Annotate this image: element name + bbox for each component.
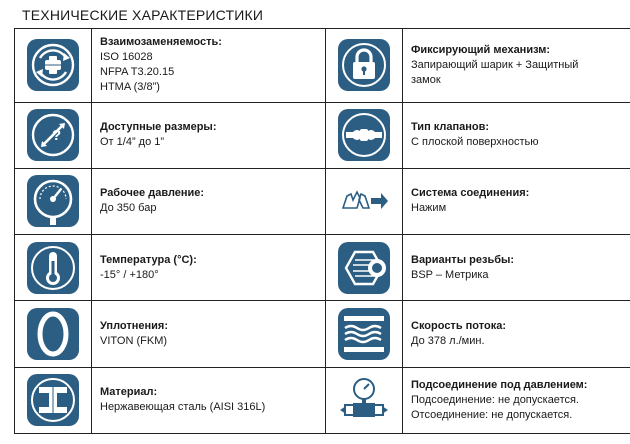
spec-value: ISO 16028 [100, 51, 153, 64]
table-row [15, 235, 630, 301]
spec-value: От 1/4” до 1” [100, 136, 165, 149]
spec-cell [403, 102, 630, 168]
spec-label: Скорость потока: [411, 320, 506, 332]
spec-cell [92, 102, 326, 168]
spec-label: Система соединения: [411, 187, 530, 200]
table-row [15, 102, 630, 168]
spec-label: Фиксирующий механизм: [411, 43, 551, 56]
spec-label: Уплотнения: [100, 320, 168, 332]
spec-cell [92, 29, 326, 103]
flow-icon [337, 307, 391, 361]
spec-value: Отсоединение: не допускается. [411, 408, 573, 421]
spec-value: Нажим [411, 202, 447, 215]
icon-cell [15, 235, 92, 301]
spec-table [14, 28, 630, 434]
icon-cell [15, 301, 92, 367]
icon-cell [326, 367, 403, 433]
spec-cell [403, 168, 630, 234]
spec-cell [403, 367, 630, 433]
spec-label: Рабочее давление: [100, 187, 205, 200]
spec-value: -15° / +180° [100, 268, 159, 281]
seal-ring-icon [26, 307, 80, 361]
icon-cell [326, 102, 403, 168]
spec-label: Материал: [100, 386, 158, 399]
table-row [15, 301, 630, 367]
spec-value: До 350 бар [100, 202, 157, 215]
spec-value: NFPA T3.20.15 [100, 66, 175, 79]
icon-cell [326, 168, 403, 234]
push-connection-icon [337, 174, 391, 228]
spec-cell [92, 235, 326, 301]
spec-value: С плоской поверхностью [411, 136, 539, 149]
pressure-connection-icon [337, 373, 391, 427]
table-row [15, 29, 630, 103]
spec-cell [92, 301, 326, 367]
spec-cell [403, 29, 630, 103]
spec-cell [92, 168, 326, 234]
spec-value: Нержавеющая сталь (AISI 316L) [100, 401, 266, 414]
icon-cell [326, 235, 403, 301]
icon-cell [15, 367, 92, 433]
icon-cell [15, 102, 92, 168]
spec-value: Запирающий шарик + Защитный [411, 58, 579, 71]
spec-value: HTMA (3/8”) [100, 81, 160, 94]
spec-cell [403, 301, 630, 367]
interchangeability-icon [26, 38, 80, 92]
spec-label: Варианты резьбы: [411, 253, 515, 266]
icon-cell [15, 29, 92, 103]
spec-value: До 378 л./мин. [411, 335, 485, 347]
spec-value: замок [411, 73, 441, 86]
table-row [15, 168, 630, 234]
pressure-gauge-icon [26, 174, 80, 228]
spec-cell [92, 367, 326, 433]
padlock-icon [337, 38, 391, 92]
spec-value: Подсоединение: не допускается. [411, 393, 579, 406]
spec-value: BSP – Метрика [411, 268, 489, 281]
steel-beam-icon [26, 373, 80, 427]
svg-text:?: ? [52, 127, 62, 145]
spec-value: VITON (FKM) [100, 335, 168, 347]
icon-cell [15, 168, 92, 234]
page-title: ТЕХНИЧЕСКИЕ ХАРАКТЕРИСТИКИ [22, 7, 264, 23]
spec-label: Тип клапанов: [411, 121, 490, 134]
spec-label: Подсоединение под давлением: [411, 378, 588, 391]
size-gauge-icon [26, 108, 80, 162]
spec-label: Доступные размеры: [100, 121, 217, 134]
spec-label: Температура (°C): [100, 253, 197, 266]
spec-label: Взаимозаменяемость: [100, 36, 222, 49]
icon-cell [326, 29, 403, 103]
spec-cell [403, 235, 630, 301]
thermometer-icon [26, 241, 80, 295]
thread-nut-icon [337, 241, 391, 295]
icon-cell [326, 301, 403, 367]
valve-icon [337, 108, 391, 162]
table-row [15, 367, 630, 433]
